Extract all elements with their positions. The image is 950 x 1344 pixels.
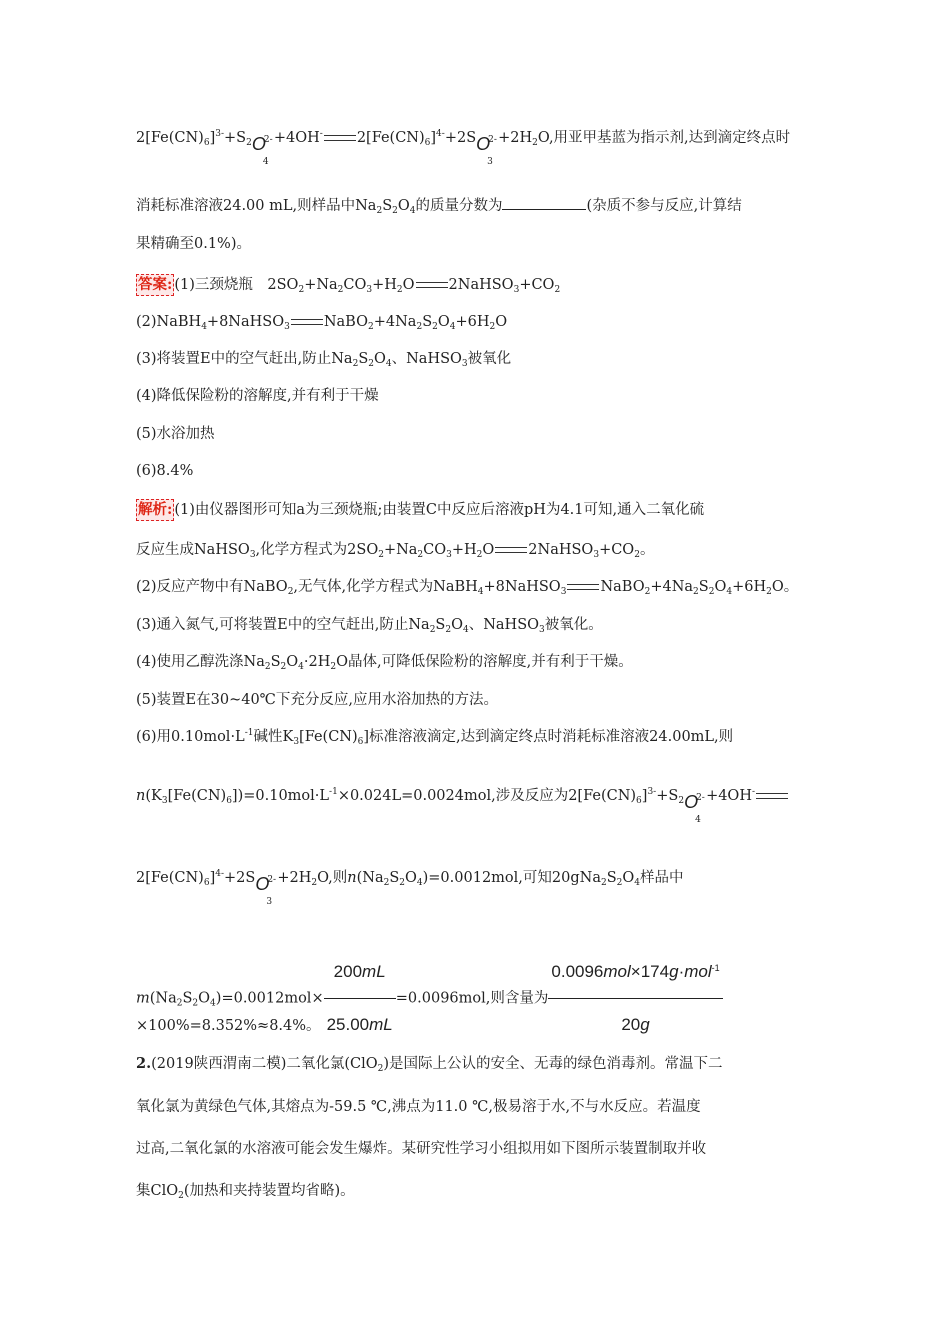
thiosulfate-ion: O 4 2- xyxy=(251,134,273,167)
answer-blank xyxy=(502,195,586,210)
fraction-volume-ratio: $\frac{200mL}{25.00mL}$ xyxy=(324,948,396,1049)
sulfite-ion: O 3 2- xyxy=(255,874,277,907)
analysis-line-9: $2[Fe(CN)_6]^{4-}+2S$ O 3 2- $+2H_2O$,则$n(Na_2S_2O_4)=0.0012mol$,可知$20gNa_2S_2O_4$样品中 xyxy=(136,869,684,907)
analysis-line-6: (5)装置E在30~40℃下充分反应,应用水浴加热的方法。 xyxy=(136,692,499,708)
answer-line-2: (2)NaBH$_4$+8NaHSO$_3$ $NaBO_2+4Na_2S_2O_4+6H_2O$ xyxy=(136,314,508,332)
q1-text-line3: 果精确至0.1%)。 xyxy=(136,236,251,252)
answer-line-4: (4)降低保险粉的溶解度,并有利于干燥 xyxy=(136,388,379,404)
equals-sign xyxy=(324,135,356,141)
analysis-line-5: (4)使用乙醇洗涤$Na_2S_2O_4\cdot 2H_2O$晶体,可降低保险粉的溶解度,并有利于干燥。 xyxy=(136,654,633,672)
answer-line-3: (3)将装置E中的空气赶出,防止$Na_2S_2O_4$、NaHSO$_3$被氧化 xyxy=(136,351,512,369)
q2-line-3: 过高,二氧化氯的水溶液可能会发生爆炸。某研究性学习小组拟用如下图所示装置制取并收 xyxy=(136,1141,707,1157)
question-number: 2. xyxy=(136,1055,152,1072)
equals-sign xyxy=(495,547,527,553)
q1-equation-line: $2[Fe(CN)_6]^{3-}+S_2$ O 4 2- +4OH- $2[Fe(CN)_6]^{4-}+2S$ O 3 2- $+2H_2O$,用亚甲基蓝为指示剂,达到滴定终点时 xyxy=(136,129,791,167)
analysis-line-1: 解析: (1)由仪器图形可知a为三颈烧瓶;由装置C中反应后溶液pH为4.1可知,通入二氧化硫 xyxy=(136,499,704,521)
analysis-line-4: (3)通入氮气,可将装置E中的空气赶出,防止$Na_2S_2O_4$、NaHSO$_3$被氧化。 xyxy=(136,617,603,635)
sulfite-ion: O 3 2- xyxy=(476,134,497,167)
answer-line-6: (6)8.4% xyxy=(136,463,194,479)
equals-sign xyxy=(291,319,323,325)
analysis-line-7: (6)用$0.10mol\cdot L^{-1}$碱性$K_3[Fe(CN)_6]$标准溶液滴定,达到滴定终点时消耗标准溶液24.00mL,则 xyxy=(136,728,734,747)
q1-text-line2: 消耗标准溶液24.00 mL,则样品中$Na_2S_2O_4$的质量分数为 (杂质不参与反应,计算结 xyxy=(136,195,742,216)
analysis-line-10: $m(Na_2S_2O_4)=0.0012mol\times$ $\frac{200mL}{25.00mL}$ =0.0096mol,则含量为 $\frac{0.0096mol\times 174g\cdot mol^{-1}}{20g}$ xyxy=(136,948,723,1049)
q2-line-1: 2.(2019陕西渭南二模)二氧化氯(ClO$_2$)是国际上公认的安全、无毒的绿色消毒剂。常温下二 xyxy=(136,1055,723,1074)
answer-line-1: 答案: (1)三颈烧瓶 $2SO_2+Na_2CO_3+H_2O$ $2NaHSO_3+CO_2$ xyxy=(138,276,561,295)
analysis-line-11: ×100%=8.352%≈8.4%。 xyxy=(136,1018,321,1034)
thiosulfate-ion: O 4 2- xyxy=(684,792,705,825)
fraction-mass-ratio: $\frac{0.0096mol\times 174g\cdot mol^{-1}}{20g}$ xyxy=(548,948,722,1049)
equals-sign xyxy=(567,584,599,590)
q2-line-2: 氧化氯为黄绿色气体,其熔点为-59.5 ℃,沸点为11.0 ℃,极易溶于水,不与水反应。若温度 xyxy=(136,1099,701,1115)
analysis-line-3: (2)反应产物中有NaBO$_2$,无气体,化学方程式为NaBH$_4$+8NaHSO$_3$ $NaBO_2+4Na_2S_2O_4+6H_2O$。 xyxy=(136,579,799,597)
analysis-tag: 解析: xyxy=(136,499,174,521)
analysis-line-8: $n(K_3[Fe(CN)_6])=0.10mol\cdot L^{-1}\times 0.024L=0.0024mol$,涉及反应为$2[Fe(CN)_6]^{3-}+S_2$ O 4 2- +4OH- xyxy=(136,786,789,806)
equals-sign xyxy=(756,793,788,799)
q2-line-4: 集ClO$_2$(加热和夹持装置均省略)。 xyxy=(136,1183,355,1201)
analysis-line-2: 反应生成NaHSO$_3$,化学方程式为$2SO_2+Na_2CO_3+H_2O$ $2NaHSO_3+CO_2$。 xyxy=(136,542,655,560)
equals-sign xyxy=(416,282,448,288)
answer-tag: 答案: xyxy=(136,274,174,296)
answer-line-5: (5)水浴加热 xyxy=(136,426,215,442)
